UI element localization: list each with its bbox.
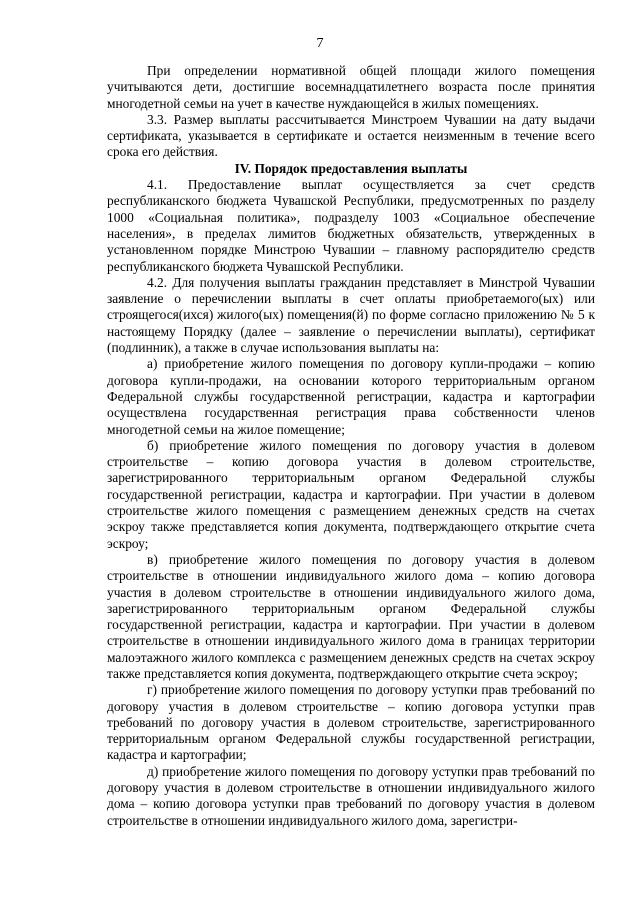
section-title: IV. Порядок предоставления выплаты <box>234 160 468 176</box>
paragraph-item-a: а) приобретение жилого помещения по договору купли-продажи – копию договора купли-продажи, на основании которого территориальным органом Федеральной службы государственной регистрации, кадастра и картографии осуществлена государственная регистрация права собственности членов многодетной семьи на жилое помещение; <box>107 356 595 437</box>
page-number: 7 <box>316 36 324 51</box>
document-body <box>107 63 595 829</box>
paragraph-item-d: д) приобретение жилого помещения по договору уступки прав требований по договору участия в долевом строительстве в отношении индивидуального жилого дома – копию договора уступки прав требований по договору участия в долевом строительстве в отношении индивидуального жилого дома, зарегистри- <box>107 763 595 828</box>
paragraph-3-3: 3.3. Размер выплаты рассчитывается Минстроем Чувашии на дату выдачи сертификата, указывается в сертификате и остается неизменным в течение всего срока его действия. <box>107 111 595 160</box>
paragraph-4-1: 4.1. Предоставление выплат осуществляется за счет средств республиканского бюджета Чувашской Республики, предусмотренных по разделу 1000 «Социальная политика», подразделу 1003 «Социальное обеспечение населения», в пределах лимитов бюджетных обязательств, утвержденных в установленном порядке Минстрою Чувашии – главному распорядителю средств республиканского бюджета Чувашской Республики. <box>107 177 595 274</box>
paragraph-item-v: в) приобретение жилого помещения по договору участия в долевом строительстве в отношении индивидуального жилого дома – копию договора участия в долевом строительстве в отношении индивидуального жилого дома, зарегистрированного территориальным органом Федеральной службы государственной регистрации, кадастра и картографии. При участии в долевом строительстве в отношении индивидуального жилого дома в границах территории малоэтажного жилого комплекса с размещением денежных средств на счетах эскроу также представляется копия документа, подтверждающего открытие счета эскроу; <box>107 551 595 681</box>
paragraph-item-g: г) приобретение жилого помещения по договору уступки прав требований по договору участия в долевом строительстве – копию договора уступки прав требований по договору участия в долевом строительстве, зарегистрированного территориальным органом Федеральной службы государственной регистрации, кадастра и картографии; <box>107 682 595 763</box>
paragraph-item-b: б) приобретение жилого помещения по договору участия в долевом строительстве – копию договора участия в долевом строительстве, зарегистрированного территориальным органом Федеральной службы государственной регистрации, кадастра и картографии. При участии в долевом строительстве жилого помещения с размещением денежных средств на счетах эскроу также представляется копия документа, подтверждающего открытие счета эскроу; <box>107 437 595 551</box>
paragraph-children-area: При определении нормативной общей площади жилого помещения учитываются дети, достигшие восемнадцатилетнего возраста после принятия многодетной семьи на учет в качестве нуждающейся в жилых помещениях. <box>107 63 595 111</box>
paragraph-4-2: 4.2. Для получения выплаты гражданин представляет в Минстрой Чувашии заявление о перечислении выплаты в счет оплаты приобретаемого(ых) или строящегося(ихся) жилого(ых) помещения(й) по форме согласно приложению № 5 к настоящему Порядку (далее – заявление о перечислении выплаты), сертификат (подлинник), а также в случае использования выплаты на: <box>107 274 595 356</box>
